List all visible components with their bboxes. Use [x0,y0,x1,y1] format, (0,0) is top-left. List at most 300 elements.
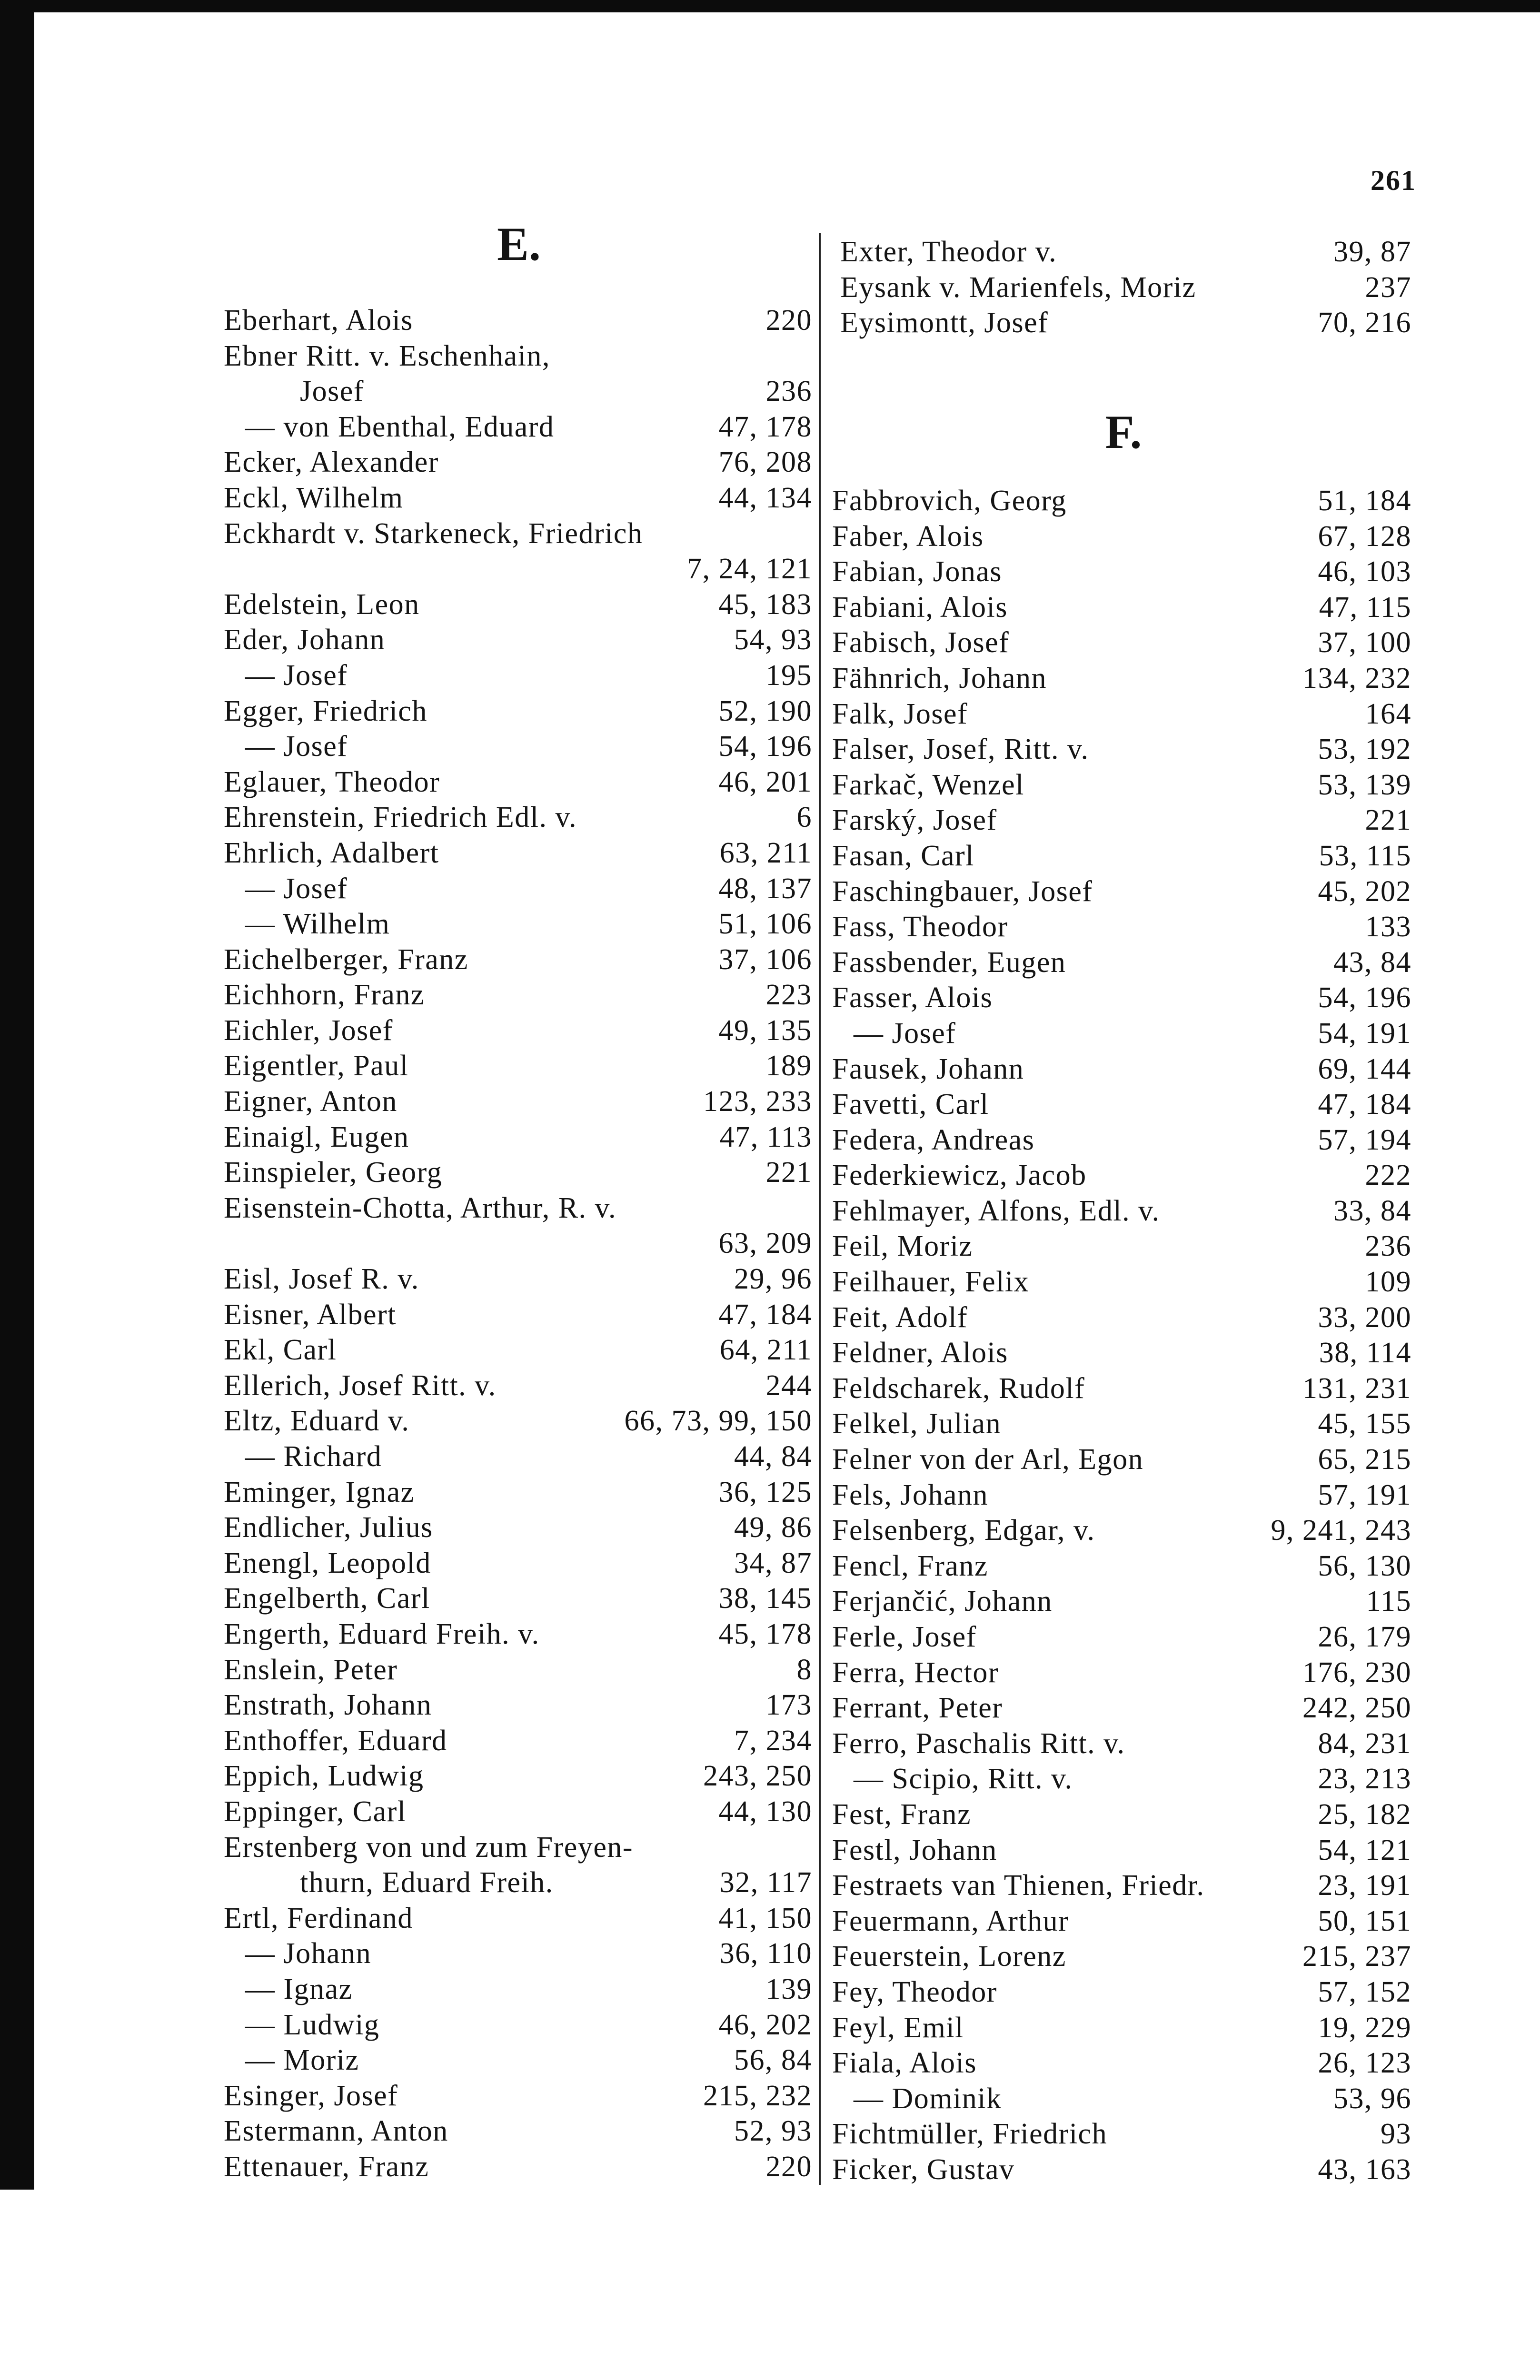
entry-name: — Scipio, Ritt. v. [854,1763,1073,1795]
entry-name: Fabiani, Alois [832,591,1008,624]
entry-pages: 243, 250 [703,1760,812,1793]
entry-pages: 45, 202 [1318,875,1411,908]
entry-pages: 25, 182 [1318,1798,1411,1831]
entry-name: — Ludwig [245,2008,380,2041]
entry-name: — Josef [245,730,348,763]
page-number: 261 [1371,165,1416,196]
index-entry [840,270,1411,306]
index-entry [224,480,812,516]
index-entry [224,374,812,409]
index-entry [224,871,812,907]
entry-pages: 236 [765,375,812,408]
index-entry [224,1048,812,1084]
entry-pages: 56, 84 [734,2044,812,2077]
index-entry [832,1974,1411,2010]
entry-pages: 222 [1365,1159,1411,1192]
index-entry [832,1655,1411,1691]
index-entry [832,1478,1411,1513]
index-entry [224,1936,812,1972]
index-entry [224,338,812,374]
entry-name: Enengl, Leopold [224,1547,431,1579]
index-entry [832,1229,1411,1264]
entry-pages: 50, 151 [1318,1904,1411,1937]
index-entry [832,2081,1411,2117]
entry-name: Feuerstein, Lorenz [832,1940,1066,1973]
entry-pages: 63, 211 [719,836,812,869]
entry-name: Fehlmayer, Alfons, Edl. v. [832,1194,1160,1227]
entry-name: Eppich, Ludwig [224,1760,424,1793]
entry-name: Enslein, Peter [224,1653,398,1686]
entry-name: — Dominik [854,2082,1002,2115]
index-entry [224,1403,812,1439]
index-entry [832,2116,1411,2152]
entry-pages: 9, 241, 243 [1271,1514,1411,1547]
entry-name: Eckhardt v. Starkeneck, Friedrich [224,517,643,550]
index-entry [832,1868,1411,1904]
entry-pages: 53, 115 [1319,839,1411,872]
index-entry [224,1084,812,1120]
entry-pages: 39, 87 [1333,236,1411,268]
entry-pages: 123, 233 [703,1085,812,1118]
index-entry [224,1332,812,1368]
entry-name: Engelberth, Carl [224,1582,430,1615]
scan-border-left [0,0,34,2190]
entry-name: Federkiewicz, Jacob [832,1159,1087,1192]
entry-pages: 109 [1365,1266,1411,1299]
entry-pages: 242, 250 [1302,1692,1411,1725]
entry-name: Ekl, Carl [224,1334,337,1367]
entry-pages: 64, 211 [719,1334,812,1367]
index-entry [224,1865,812,1901]
entry-pages: 76, 208 [718,446,812,479]
entry-name: Exter, Theodor v. [840,236,1057,268]
entry-pages: 38, 114 [1319,1337,1411,1369]
entry-name: Eisner, Albert [224,1298,397,1331]
entry-name: Eichhorn, Franz [224,979,425,1012]
entry-name: Eichler, Josef [224,1014,393,1047]
entry-name: Federa, Andreas [832,1123,1035,1156]
index-entry [224,729,812,764]
index-column-right-continuation [840,234,1411,341]
entry-name: Eisenstein-Chotta, Arthur, R. v. [224,1191,617,1224]
index-column-right [832,483,1411,2188]
entry-pages: 46, 103 [1318,555,1411,588]
entry-pages: 223 [765,979,812,1012]
entry-name: Fabisch, Josef [832,626,1010,659]
entry-name: Fest, Franz [832,1798,972,1831]
index-entry [224,1368,812,1404]
entry-pages: 221 [765,1156,812,1189]
entry-pages: 47, 184 [1318,1088,1411,1121]
entry-name: Endlicher, Julius [224,1511,433,1544]
index-entry [224,2078,812,2114]
entry-pages: 176, 230 [1302,1656,1411,1689]
entry-pages: 244 [765,1369,812,1402]
index-entry [224,1261,812,1297]
entry-name: Einspieler, Georg [224,1156,443,1189]
entry-name: — von Ebenthal, Eduard [245,410,555,443]
entry-name: Estermann, Anton [224,2115,448,2148]
entry-pages: 52, 93 [734,2115,812,2148]
index-entry [224,1475,812,1510]
entry-name: — Josef [245,872,348,905]
index-entry [832,1406,1411,1442]
index-entry [224,2149,812,2185]
entry-pages: 51, 106 [718,908,812,941]
entry-name: Eltz, Eduard v. [224,1405,410,1438]
entry-pages: 34, 87 [734,1547,812,1579]
index-entry [840,234,1411,270]
index-entry [224,2007,812,2043]
index-entry [224,587,812,623]
index-entry [832,732,1411,767]
entry-name: Eigentler, Paul [224,1050,409,1082]
index-entry [224,303,812,338]
entry-name: Fähnrich, Johann [832,662,1047,694]
index-entry [224,1723,812,1759]
index-entry [224,1013,812,1049]
entry-pages: 66, 73, 99, 150 [624,1405,812,1438]
entry-name: Felsenberg, Edgar, v. [832,1514,1095,1547]
index-entry [832,1016,1411,1051]
entry-pages: 139 [765,1973,812,2005]
entry-name: Festraets van Thienen, Friedr. [832,1869,1205,1902]
index-entry [832,1300,1411,1336]
index-entry [224,1155,812,1190]
entry-name: Eder, Johann [224,624,386,656]
entry-name: Feil, Moriz [832,1230,973,1263]
entry-pages: 23, 191 [1318,1869,1411,1902]
entry-pages: 47, 113 [719,1121,812,1153]
entry-pages: 115 [1366,1585,1411,1618]
index-entry [832,1122,1411,1158]
index-entry [832,1442,1411,1478]
entry-name: Ferra, Hector [832,1656,999,1689]
section-heading-e: E. [497,218,541,270]
index-entry [832,945,1411,981]
entry-pages: 133 [1365,911,1411,943]
entry-name: Fabian, Jonas [832,555,1003,588]
entry-pages: 54, 191 [1318,1017,1411,1050]
entry-pages: 36, 110 [719,1937,812,1970]
index-entry [832,2010,1411,2046]
entry-pages: 57, 194 [1318,1123,1411,1156]
entry-pages: 8 [796,1653,812,1686]
index-entry [224,2043,812,2078]
index-entry [832,1584,1411,1619]
index-entry [224,658,812,694]
entry-name: — Ignaz [245,1973,353,2005]
entry-name: Ehrlich, Adalbert [224,836,439,869]
index-entry [832,2152,1411,2188]
index-entry [224,1190,812,1226]
entry-name: Faschingbauer, Josef [832,875,1093,908]
index-entry [224,1972,812,2007]
entry-pages: 69, 144 [1318,1052,1411,1085]
index-entry [840,305,1411,341]
index-entry [832,1690,1411,1726]
section-heading-f: F. [1105,406,1142,458]
index-entry [832,625,1411,661]
entry-pages: 37, 100 [1318,626,1411,659]
entry-name: Feilhauer, Felix [832,1266,1030,1299]
entry-pages: 44, 134 [718,481,812,514]
entry-name: Falser, Josef, Ritt. v. [832,733,1089,766]
entry-pages: 36, 125 [718,1476,812,1508]
index-entry [224,1794,812,1830]
index-entry [832,519,1411,555]
entry-name: Farkač, Wenzel [832,768,1024,801]
index-entry [832,980,1411,1016]
entry-name: thurn, Eduard Freih. [300,1866,554,1899]
entry-pages: 54, 196 [718,730,812,763]
entry-pages: 93 [1381,2118,1411,2151]
entry-pages: 220 [765,2150,812,2183]
entry-name: Eglauer, Theodor [224,765,440,798]
index-entry [224,1226,812,1261]
entry-name: Eminger, Ignaz [224,1476,415,1508]
index-entry [224,1581,812,1616]
entry-name: Egger, Friedrich [224,694,427,727]
entry-pages: 19, 229 [1318,2011,1411,2044]
index-entry [832,1619,1411,1655]
entry-name: Feldner, Alois [832,1337,1008,1369]
entry-pages: 46, 201 [718,765,812,798]
entry-name: — Wilhelm [245,908,390,941]
entry-name: Feldscharek, Rudolf [832,1372,1085,1405]
index-entry [224,977,812,1013]
entry-name: Einaigl, Eugen [224,1121,409,1153]
index-entry [832,767,1411,803]
entry-name: Fassbender, Eugen [832,946,1066,979]
entry-pages: 54, 121 [1318,1834,1411,1866]
entry-pages: 215, 237 [1302,1940,1411,1973]
entry-pages: 26, 123 [1318,2047,1411,2080]
entry-name: Fausek, Johann [832,1052,1024,1085]
scan-border-top [0,0,1540,12]
index-entry [832,1335,1411,1371]
entry-name: — Moriz [245,2044,359,2077]
index-entry [832,661,1411,696]
index-entry [224,1120,812,1155]
entry-pages: 54, 196 [1318,982,1411,1014]
entry-name: Fichtmüller, Friedrich [832,2118,1108,2151]
entry-pages: 195 [765,659,812,692]
entry-name: Edelstein, Leon [224,588,420,621]
entry-pages: 54, 93 [734,624,812,656]
index-entry [832,1513,1411,1548]
index-entry [224,409,812,445]
entry-name: Eysimontt, Josef [840,307,1049,339]
index-entry [832,2045,1411,2081]
entry-pages: 45, 178 [718,1617,812,1650]
index-entry [832,554,1411,590]
entry-pages: 236 [1365,1230,1411,1263]
index-entry [224,1297,812,1333]
entry-name: Fey, Theodor [832,1975,997,2008]
entry-name: Fels, Johann [832,1478,988,1511]
index-entry [832,1904,1411,1939]
entry-pages: 29, 96 [734,1263,812,1296]
entry-name: Fabbrovich, Georg [832,485,1067,517]
entry-name: Festl, Johann [832,1834,997,1866]
entry-pages: 47, 115 [1319,591,1411,624]
entry-name: Fiala, Alois [832,2047,977,2080]
entry-name: Eysank v. Marienfels, Moriz [840,271,1196,304]
index-entry [224,1652,812,1688]
entry-name: Erstenberg von und zum Freyen- [224,1831,633,1864]
index-entry [224,2113,812,2149]
entry-name: Eigner, Anton [224,1085,397,1118]
index-entry [224,622,812,658]
entry-pages: 7, 234 [734,1724,812,1757]
entry-name: Ecker, Alexander [224,446,439,479]
entry-name: Ferrant, Peter [832,1692,1003,1725]
entry-name: Enthoffer, Eduard [224,1724,447,1757]
entry-pages: 7, 24, 121 [687,553,812,585]
index-entry [832,1726,1411,1762]
entry-pages: 53, 96 [1333,2082,1411,2115]
index-entry [224,800,812,835]
entry-pages: 38, 145 [718,1582,812,1615]
entry-name: Eppinger, Carl [224,1795,407,1828]
entry-pages: 49, 86 [734,1511,812,1544]
entry-pages: 164 [1365,697,1411,730]
entry-name: — Josef [245,659,348,692]
entry-pages: 33, 84 [1333,1194,1411,1227]
entry-name: Ertl, Ferdinand [224,1902,413,1934]
entry-pages: 37, 106 [718,943,812,976]
entry-pages: 43, 84 [1333,946,1411,979]
entry-pages: 173 [765,1689,812,1722]
index-entry [832,1087,1411,1122]
entry-pages: 47, 178 [718,410,812,443]
index-entry [832,909,1411,945]
index-column-left [224,303,812,2184]
index-entry [832,874,1411,910]
entry-pages: 43, 163 [1318,2153,1411,2186]
entry-pages: 23, 213 [1318,1763,1411,1795]
index-entry [224,1510,812,1546]
index-entry [224,835,812,871]
index-entry [224,1830,812,1865]
entry-name: Eisl, Josef R. v. [224,1263,419,1296]
entry-pages: 57, 152 [1318,1975,1411,2008]
entry-name: Esinger, Josef [224,2079,398,2112]
index-entry [832,1939,1411,1974]
entry-pages: 26, 179 [1318,1621,1411,1653]
entry-name: Feyl, Emil [832,2011,964,2044]
entry-name: Ficker, Gustav [832,2153,1015,2186]
index-entry [832,696,1411,732]
entry-name: Engerth, Eduard Freih. v. [224,1617,540,1650]
entry-name: Feuermann, Arthur [832,1904,1069,1937]
index-entry [224,1616,812,1652]
index-entry [832,1797,1411,1833]
index-entry [224,694,812,729]
entry-name: Ebner Ritt. v. Eschenhain, [224,339,550,372]
index-entry [832,1761,1411,1797]
index-entry [832,838,1411,874]
entry-name: Faber, Alois [832,520,984,553]
entry-pages: 51, 184 [1318,485,1411,517]
entry-pages: 41, 150 [718,1902,812,1934]
entry-name: Fencl, Franz [832,1549,988,1582]
index-entry [832,590,1411,625]
index-entry [832,1051,1411,1087]
entry-name: — Josef [854,1017,956,1050]
entry-name: Eckl, Wilhelm [224,481,404,514]
entry-pages: 220 [765,304,812,337]
entry-name: Ferjančić, Johann [832,1585,1053,1618]
entry-name: Farský, Josef [832,804,997,837]
entry-pages: 48, 137 [718,872,812,905]
entry-name: Ferle, Josef [832,1621,977,1653]
entry-name: Felner von der Arl, Egon [832,1443,1144,1476]
entry-name: Felkel, Julian [832,1408,1002,1440]
entry-pages: 237 [1365,271,1411,304]
index-entry [832,1264,1411,1300]
column-divider [819,233,821,2185]
entry-pages: 45, 155 [1318,1408,1411,1440]
index-entry [224,1687,812,1723]
index-entry [224,764,812,800]
index-entry [832,1548,1411,1584]
entry-name: Fasan, Carl [832,839,974,872]
entry-pages: 221 [1365,804,1411,837]
entry-pages: 44, 84 [734,1440,812,1473]
index-entry [224,1439,812,1475]
entry-pages: 33, 200 [1318,1301,1411,1334]
entry-name: — Richard [245,1440,382,1473]
entry-pages: 46, 202 [718,2008,812,2041]
entry-name: Ettenauer, Franz [224,2150,429,2183]
entry-pages: 53, 192 [1318,733,1411,766]
entry-name: Favetti, Carl [832,1088,989,1121]
entry-pages: 52, 190 [718,694,812,727]
index-entry [224,1901,812,1936]
entry-name: Eichelberger, Franz [224,943,468,976]
entry-pages: 47, 184 [718,1298,812,1331]
entry-pages: 49, 135 [718,1014,812,1047]
entry-name: Fass, Theodor [832,911,1008,943]
entry-name: Falk, Josef [832,697,968,730]
entry-name: Enstrath, Johann [224,1689,432,1722]
entry-pages: 63, 209 [718,1227,812,1260]
entry-pages: 57, 191 [1318,1478,1411,1511]
entry-pages: 53, 139 [1318,768,1411,801]
entry-name: — Johann [245,1937,372,1970]
entry-pages: 189 [765,1050,812,1082]
entry-pages: 134, 232 [1302,662,1411,694]
entry-pages: 45, 183 [718,588,812,621]
entry-pages: 32, 117 [719,1866,812,1899]
entry-name: Fasser, Alois [832,982,993,1014]
index-entry [832,803,1411,838]
entry-name: Josef [300,375,364,408]
entry-name: Ehrenstein, Friedrich Edl. v. [224,801,577,834]
index-entry [224,551,812,587]
index-entry [224,906,812,942]
entry-pages: 6 [796,801,812,834]
entry-name: Feit, Adolf [832,1301,968,1334]
index-entry [832,1833,1411,1868]
entry-name: Ellerich, Josef Ritt. v. [224,1369,497,1402]
entry-name: Ferro, Paschalis Ritt. v. [832,1727,1125,1760]
entry-pages: 65, 215 [1318,1443,1411,1476]
entry-pages: 215, 232 [703,2079,812,2112]
entry-pages: 44, 130 [718,1795,812,1828]
